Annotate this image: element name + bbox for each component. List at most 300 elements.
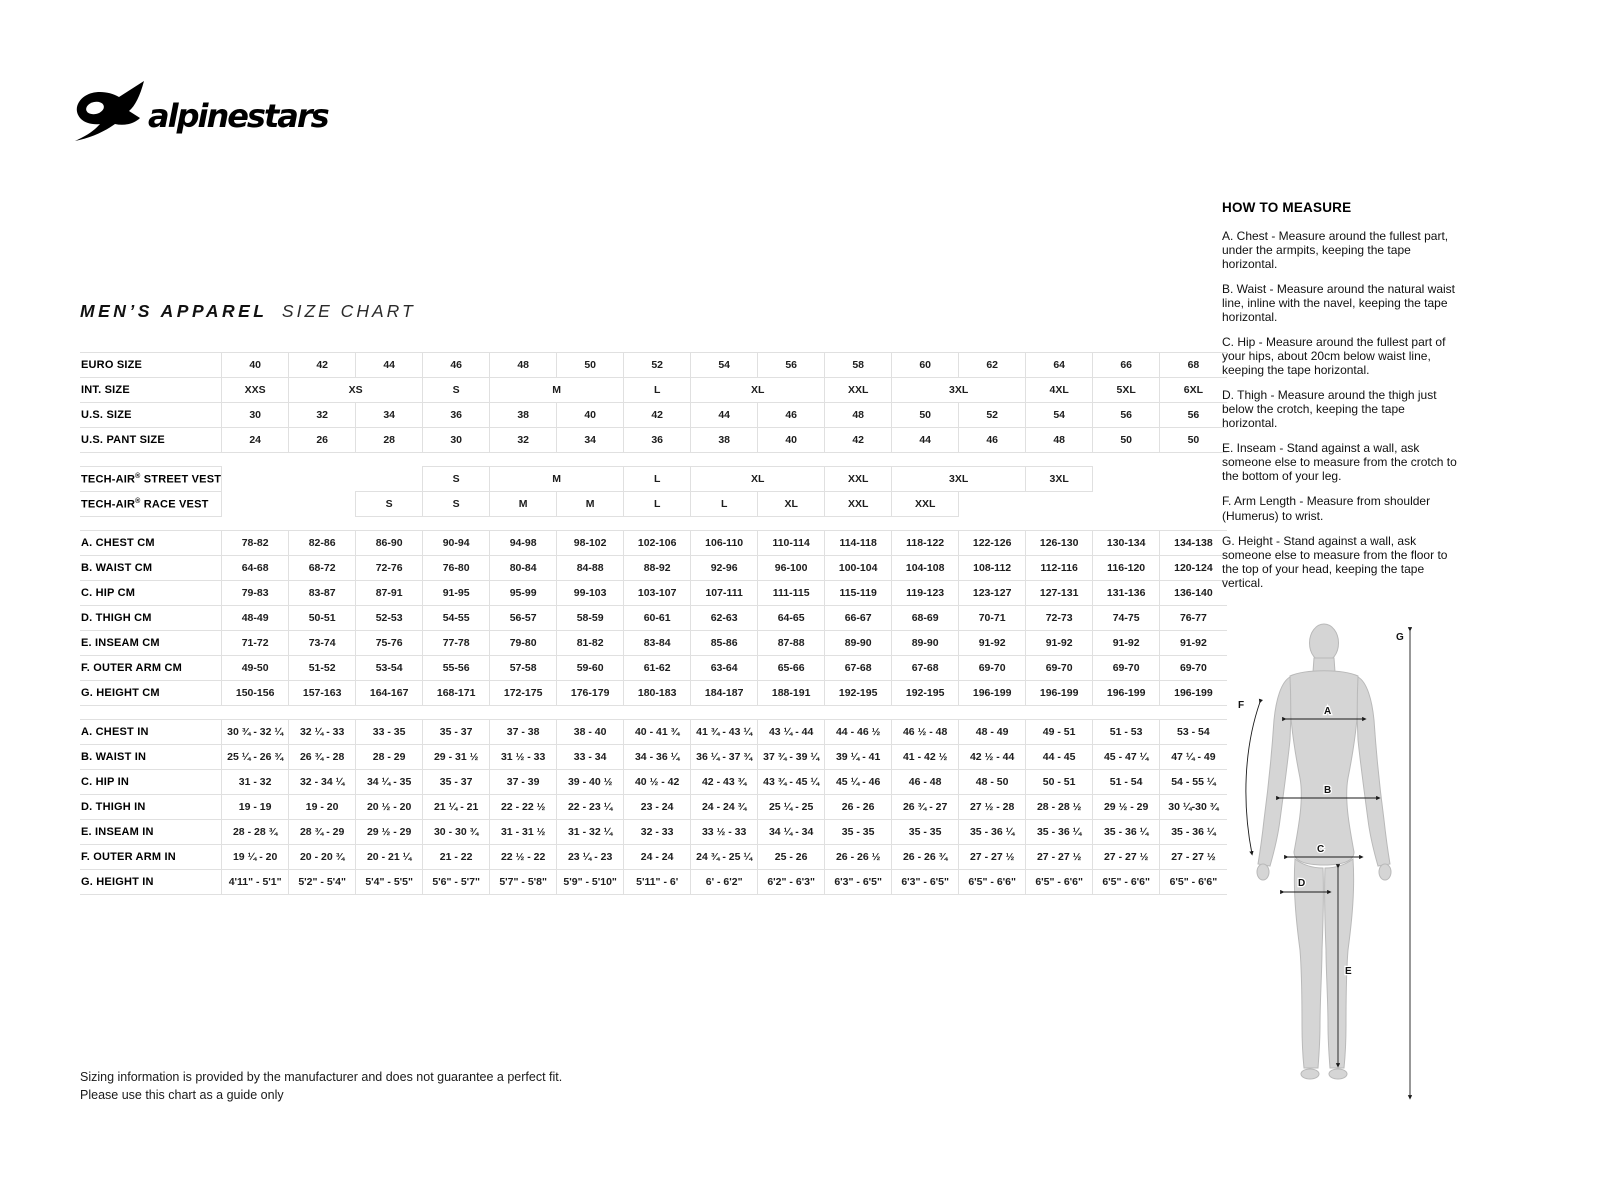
label-thigh: D <box>1298 878 1306 889</box>
table-cell: 77-78 <box>423 631 490 656</box>
row-label: B. WAIST IN <box>80 745 222 770</box>
table-cell: 24 ¾ - 25 ¼ <box>691 845 758 870</box>
table-row <box>80 353 1227 378</box>
table-cell: 34 - 36 ¼ <box>624 745 691 770</box>
table-cell: 32 <box>490 428 557 453</box>
table-cell: 50 - 51 <box>1026 770 1093 795</box>
table-cell: 66 <box>1093 353 1160 378</box>
title-primary: MEN’S APPAREL <box>80 301 268 321</box>
table-cell: 25 ¼ - 25 <box>758 795 825 820</box>
table-cell: 6'5" - 6'6" <box>1160 870 1227 895</box>
table-cell: M <box>490 378 624 403</box>
table-cell: 56-57 <box>490 606 557 631</box>
table-cell: 196-199 <box>1093 681 1160 706</box>
table-cell: 46 <box>758 403 825 428</box>
table-cell: 130-134 <box>1093 531 1160 556</box>
table-cell: 196-199 <box>1026 681 1093 706</box>
table-cell: 45 ¼ - 46 <box>825 770 892 795</box>
table-cell: 58-59 <box>557 606 624 631</box>
table-cell: 6'2" - 6'3" <box>758 870 825 895</box>
title-secondary: SIZE CHART <box>281 301 416 321</box>
table-cell: 47 ¼ - 49 <box>1160 745 1227 770</box>
table-cell: 54 <box>691 353 758 378</box>
table-cell: 35 - 35 <box>892 820 959 845</box>
row-label: INT. SIZE <box>80 378 222 403</box>
table-cell: 49 - 51 <box>1026 720 1093 745</box>
table-cell: 106-110 <box>691 531 758 556</box>
table-cell <box>1026 492 1093 517</box>
table-cell: 45 - 47 ¼ <box>1093 745 1160 770</box>
measure-instruction: B. Waist - Measure around the natural waist line, inline with the navel, keeping the tape horizontal. <box>1222 282 1455 325</box>
table-row <box>80 556 1227 581</box>
table-cell: XL <box>691 378 825 403</box>
table-cell: 43 ¾ - 45 ¼ <box>758 770 825 795</box>
table-cell: 5'2" - 5'4" <box>289 870 356 895</box>
table-cell: 28 ¾ - 29 <box>289 820 356 845</box>
table-cell: 59-60 <box>557 656 624 681</box>
table-cell: 6'3" - 6'5" <box>892 870 959 895</box>
table-cell: 28 <box>356 428 423 453</box>
table-cell: 53-54 <box>356 656 423 681</box>
table-row <box>80 606 1227 631</box>
table-cell: 111-115 <box>758 581 825 606</box>
table-cell: 34 ¼ - 35 <box>356 770 423 795</box>
table-cell: 89-90 <box>892 631 959 656</box>
table-cell: 42 ½ - 44 <box>959 745 1026 770</box>
table-cell: 188-191 <box>758 681 825 706</box>
table-row <box>80 531 1227 556</box>
arm-length-measure-curve <box>1246 702 1260 854</box>
table-cell: 24 - 24 <box>624 845 691 870</box>
row-label: TECH-AIR® STREET VEST <box>80 467 222 492</box>
table-row <box>80 745 1227 770</box>
table-cell: 123-127 <box>959 581 1026 606</box>
table-cell: 23 - 24 <box>624 795 691 820</box>
table-cell: 50-51 <box>289 606 356 631</box>
table-cell <box>222 467 289 492</box>
table-cell: 28 - 28 ¾ <box>222 820 289 845</box>
table-cell: 56 <box>758 353 825 378</box>
table-cell: 43 ¼ - 44 <box>758 720 825 745</box>
measure-instruction: D. Thigh - Measure around the thigh just below the crotch, keeping the tape horizontal. <box>1222 388 1437 431</box>
table-cell: 83-84 <box>624 631 691 656</box>
table-cell: 120-124 <box>1160 556 1227 581</box>
table-cell: 55-56 <box>423 656 490 681</box>
table-cell: 50 <box>1093 428 1160 453</box>
table-cell: 35 - 36 ¼ <box>959 820 1026 845</box>
table-cell: 46 - 48 <box>892 770 959 795</box>
table-cell: 42 <box>624 403 691 428</box>
table-cell: 69-70 <box>1026 656 1093 681</box>
table-cell <box>1093 467 1160 492</box>
table-cell: M <box>490 467 624 492</box>
table-cell: 35 - 36 ¼ <box>1026 820 1093 845</box>
table-cell: 33 ½ - 33 <box>691 820 758 845</box>
table-cell: 54 <box>1026 403 1093 428</box>
table-cell: 3XL <box>892 467 1026 492</box>
table-cell <box>1160 467 1227 492</box>
table-cell: 87-88 <box>758 631 825 656</box>
table-cell: 6'5" - 6'6" <box>1026 870 1093 895</box>
table-cell: 33 - 34 <box>557 745 624 770</box>
disclaimer <box>80 1068 562 1104</box>
table-cell: 73-74 <box>289 631 356 656</box>
section-gap <box>80 706 1227 720</box>
table-cell: 164-167 <box>356 681 423 706</box>
table-row <box>80 845 1227 870</box>
table-cell: 75-76 <box>356 631 423 656</box>
table-cell: 5'9" - 5'10" <box>557 870 624 895</box>
table-cell: 6'5" - 6'6" <box>1093 870 1160 895</box>
table-cell: 69-70 <box>1093 656 1160 681</box>
table-cell: 40 <box>222 353 289 378</box>
table-cell: 5'11" - 6' <box>624 870 691 895</box>
table-cell: 64 <box>1026 353 1093 378</box>
table-cell: 86-90 <box>356 531 423 556</box>
table-cell: 54-55 <box>423 606 490 631</box>
table-cell: 51 - 54 <box>1093 770 1160 795</box>
table-cell: 35 - 36 ¼ <box>1093 820 1160 845</box>
table-cell: 103-107 <box>624 581 691 606</box>
table-cell: 52 <box>624 353 691 378</box>
table-cell: 96-100 <box>758 556 825 581</box>
row-label: D. THIGH CM <box>80 606 222 631</box>
table-cell <box>289 467 423 492</box>
table-cell: 26 ¾ - 27 <box>892 795 959 820</box>
table-cell: 28 - 28 ½ <box>1026 795 1093 820</box>
table-cell: 30 <box>222 403 289 428</box>
alpinestars-logo <box>74 80 374 144</box>
table-cell: 42 - 43 ¾ <box>691 770 758 795</box>
table-cell: 37 ¾ - 39 ¼ <box>758 745 825 770</box>
table-cell: 76-80 <box>423 556 490 581</box>
table-cell: 23 ¼ - 23 <box>557 845 624 870</box>
table-cell: 6'3" - 6'5" <box>825 870 892 895</box>
table-cell: 79-80 <box>490 631 557 656</box>
table-cell: 48 - 49 <box>959 720 1026 745</box>
table-cell: 42 <box>825 428 892 453</box>
row-label: U.S. SIZE <box>80 403 222 428</box>
table-cell: 39 ¼ - 41 <box>825 745 892 770</box>
table-cell: 21 ¼ - 21 <box>423 795 490 820</box>
table-cell: 4'11" - 5'1" <box>222 870 289 895</box>
row-label: C. HIP CM <box>80 581 222 606</box>
table-cell: 27 ½ - 28 <box>959 795 1026 820</box>
table-cell: 46 ½ - 48 <box>892 720 959 745</box>
table-cell: 192-195 <box>825 681 892 706</box>
row-label: E. INSEAM IN <box>80 820 222 845</box>
measure-instruction: F. Arm Length - Measure from shoulder (Humerus) to wrist. <box>1222 494 1431 523</box>
table-cell: 48 <box>1026 428 1093 453</box>
table-cell: 50 <box>892 403 959 428</box>
table-cell: 56 <box>1093 403 1160 428</box>
table-cell: 27 - 27 ½ <box>1026 845 1093 870</box>
table-cell: 64-65 <box>758 606 825 631</box>
table-cell: M <box>490 492 557 517</box>
table-cell: 41 ¾ - 43 ¼ <box>691 720 758 745</box>
table-cell: 84-88 <box>557 556 624 581</box>
table-cell: M <box>557 492 624 517</box>
table-cell <box>1160 492 1227 517</box>
table-cell: S <box>356 492 423 517</box>
row-label: D. THIGH IN <box>80 795 222 820</box>
table-cell: 32 <box>289 403 356 428</box>
table-cell: 48 <box>825 403 892 428</box>
table-cell: 29 - 31 ½ <box>423 745 490 770</box>
table-cell: 44 <box>892 428 959 453</box>
alpinestars-star-icon <box>75 81 144 141</box>
table-cell: 115-119 <box>825 581 892 606</box>
table-cell: 46 <box>423 353 490 378</box>
table-cell: 26 <box>289 428 356 453</box>
disclaimer-line-1: Sizing information is provided by the manufacturer and does not guarantee a perfect fit. <box>80 1070 563 1084</box>
table-row <box>80 656 1227 681</box>
table-cell: L <box>624 492 691 517</box>
table-cell: 60-61 <box>624 606 691 631</box>
disclaimer-line-2: Please use this chart as a guide only <box>80 1088 284 1103</box>
table-cell: L <box>691 492 758 517</box>
section-gap <box>80 517 1227 531</box>
table-cell: 90-94 <box>423 531 490 556</box>
table-row <box>80 492 1227 517</box>
size-table <box>80 352 1227 895</box>
table-cell: 38 <box>691 428 758 453</box>
table-cell: 122-126 <box>959 531 1026 556</box>
table-cell: 70-71 <box>959 606 1026 631</box>
table-cell: 34 <box>557 428 624 453</box>
table-cell: 89-90 <box>825 631 892 656</box>
table-cell: 80-84 <box>490 556 557 581</box>
page-title <box>80 301 416 322</box>
table-cell: 26 - 26 <box>825 795 892 820</box>
table-cell: 30 ¾ - 32 ¼ <box>222 720 289 745</box>
table-cell: 54 - 55 ¼ <box>1160 770 1227 795</box>
table-row <box>80 403 1227 428</box>
table-cell: 118-122 <box>892 531 959 556</box>
table-cell: 29 ½ - 29 <box>356 820 423 845</box>
table-cell: 40 <box>557 403 624 428</box>
table-cell: 107-111 <box>691 581 758 606</box>
table-cell: 5XL <box>1093 378 1160 403</box>
table-cell: S <box>423 378 490 403</box>
table-cell: 74-75 <box>1093 606 1160 631</box>
table-cell: 83-87 <box>289 581 356 606</box>
table-row <box>80 870 1227 895</box>
table-cell: 36 <box>423 403 490 428</box>
table-cell: 64-68 <box>222 556 289 581</box>
table-row <box>80 581 1227 606</box>
row-label: G. HEIGHT IN <box>80 870 222 895</box>
table-cell: 69-70 <box>1160 656 1227 681</box>
table-cell: 110-114 <box>758 531 825 556</box>
table-cell: 69-70 <box>959 656 1026 681</box>
table-cell: 33 - 35 <box>356 720 423 745</box>
table-cell: 3XL <box>892 378 1026 403</box>
table-cell: 24 <box>222 428 289 453</box>
table-cell: 22 ½ - 22 <box>490 845 557 870</box>
table-cell: 44 - 46 ½ <box>825 720 892 745</box>
table-cell: 150-156 <box>222 681 289 706</box>
table-cell: 82-86 <box>289 531 356 556</box>
table-cell: 76-77 <box>1160 606 1227 631</box>
table-cell: 20 - 21 ¼ <box>356 845 423 870</box>
table-cell: 168-171 <box>423 681 490 706</box>
table-cell: 44 - 45 <box>1026 745 1093 770</box>
table-cell: 32 ¼ - 33 <box>289 720 356 745</box>
row-label: F. OUTER ARM CM <box>80 656 222 681</box>
table-cell: 52 <box>959 403 1026 428</box>
table-cell: 48 <box>490 353 557 378</box>
table-cell: XXL <box>892 492 959 517</box>
row-label: G. HEIGHT CM <box>80 681 222 706</box>
table-row <box>80 820 1227 845</box>
table-cell: 6XL <box>1160 378 1227 403</box>
table-row <box>80 428 1227 453</box>
table-cell: 20 ½ - 20 <box>356 795 423 820</box>
table-cell: 60 <box>892 353 959 378</box>
table-cell: 63-64 <box>691 656 758 681</box>
row-label: EURO SIZE <box>80 353 222 378</box>
label-waist: B <box>1324 785 1332 796</box>
table-cell: 50 <box>557 353 624 378</box>
table-cell: 180-183 <box>624 681 691 706</box>
table-cell: 21 - 22 <box>423 845 490 870</box>
table-cell: 157-163 <box>289 681 356 706</box>
table-cell: 50 <box>1160 428 1227 453</box>
table-cell: 62 <box>959 353 1026 378</box>
table-cell: 91-95 <box>423 581 490 606</box>
table-cell: 126-130 <box>1026 531 1093 556</box>
size-table-container <box>80 352 1227 895</box>
table-cell: 91-92 <box>1093 631 1160 656</box>
table-cell: 27 - 27 ½ <box>959 845 1026 870</box>
table-cell: 39 - 40 ½ <box>557 770 624 795</box>
table-cell: 95-99 <box>490 581 557 606</box>
table-cell: 68 <box>1160 353 1227 378</box>
how-to-measure-panel <box>1222 200 1462 601</box>
table-cell: 67-68 <box>825 656 892 681</box>
table-cell: 127-131 <box>1026 581 1093 606</box>
table-cell: 67-68 <box>892 656 959 681</box>
how-to-measure-list <box>1222 229 1462 590</box>
row-label: B. WAIST CM <box>80 556 222 581</box>
row-label: U.S. PANT SIZE <box>80 428 222 453</box>
table-cell: 19 - 19 <box>222 795 289 820</box>
table-cell: 114-118 <box>825 531 892 556</box>
table-cell: 66-67 <box>825 606 892 631</box>
table-row <box>80 631 1227 656</box>
table-cell: 5'6" - 5'7" <box>423 870 490 895</box>
table-cell: 131-136 <box>1093 581 1160 606</box>
table-cell: 27 - 27 ½ <box>1160 845 1227 870</box>
table-cell: 26 ¾ - 28 <box>289 745 356 770</box>
table-row <box>80 467 1227 492</box>
table-cell: XL <box>691 467 825 492</box>
table-cell: 31 - 31 ½ <box>490 820 557 845</box>
table-cell: 172-175 <box>490 681 557 706</box>
table-cell: 19 ¼ - 20 <box>222 845 289 870</box>
row-label: F. OUTER ARM IN <box>80 845 222 870</box>
row-label: E. INSEAM CM <box>80 631 222 656</box>
table-cell: 48-49 <box>222 606 289 631</box>
table-cell: 196-199 <box>1160 681 1227 706</box>
table-cell: 22 - 23 ¼ <box>557 795 624 820</box>
label-chest: A <box>1324 706 1332 717</box>
table-cell: 24 - 24 ¾ <box>691 795 758 820</box>
table-cell: 40 ½ - 42 <box>624 770 691 795</box>
table-cell <box>222 492 289 517</box>
table-cell: 40 - 41 ¾ <box>624 720 691 745</box>
table-cell: 27 - 27 ½ <box>1093 845 1160 870</box>
table-cell: 91-92 <box>1026 631 1093 656</box>
table-cell: 37 - 39 <box>490 770 557 795</box>
table-cell: 31 - 32 <box>222 770 289 795</box>
label-inseam: E <box>1345 966 1352 977</box>
table-cell: 52-53 <box>356 606 423 631</box>
table-cell: 46 <box>959 428 1026 453</box>
table-cell: XXL <box>825 492 892 517</box>
table-cell: XL <box>758 492 825 517</box>
table-cell: 136-140 <box>1160 581 1227 606</box>
table-cell: 102-106 <box>624 531 691 556</box>
table-cell: 108-112 <box>959 556 1026 581</box>
table-cell: 40 <box>758 428 825 453</box>
table-cell: 30 <box>423 428 490 453</box>
table-cell: 100-104 <box>825 556 892 581</box>
table-cell: 36 ¼ - 37 ¾ <box>691 745 758 770</box>
table-cell <box>959 492 1026 517</box>
table-cell: 35 - 35 <box>825 820 892 845</box>
table-cell: 26 - 26 ½ <box>825 845 892 870</box>
table-cell: 79-83 <box>222 581 289 606</box>
table-cell: 92-96 <box>691 556 758 581</box>
row-label: A. CHEST CM <box>80 531 222 556</box>
table-cell: 22 - 22 ½ <box>490 795 557 820</box>
row-label: TECH-AIR® RACE VEST <box>80 492 222 517</box>
measure-instruction: A. Chest - Measure around the fullest part, under the armpits, keeping the tape horizontal. <box>1222 229 1449 272</box>
table-cell: 56 <box>1160 403 1227 428</box>
table-cell: 134-138 <box>1160 531 1227 556</box>
measure-instruction: C. Hip - Measure around the fullest part of your hips, about 20cm below waist line, keeping the tape horizontal. <box>1222 335 1446 378</box>
table-cell: 51 - 53 <box>1093 720 1160 745</box>
table-cell: 31 - 32 ¼ <box>557 820 624 845</box>
measurement-figure <box>1234 618 1424 1108</box>
table-cell: 184-187 <box>691 681 758 706</box>
table-cell: 30 ¼-30 ¾ <box>1160 795 1227 820</box>
table-cell: 119-123 <box>892 581 959 606</box>
table-cell: 112-116 <box>1026 556 1093 581</box>
table-cell: 192-195 <box>892 681 959 706</box>
table-cell: 53 - 54 <box>1160 720 1227 745</box>
table-cell: 44 <box>691 403 758 428</box>
table-cell: 48 - 50 <box>959 770 1026 795</box>
table-cell: 51-52 <box>289 656 356 681</box>
measure-instruction: G. Height - Stand against a wall, ask someone else to measure from the floor to the top of your head, keeping the tape vertical. <box>1222 533 1448 590</box>
table-cell: L <box>624 378 691 403</box>
table-cell: 68-69 <box>892 606 959 631</box>
table-cell: 176-179 <box>557 681 624 706</box>
table-cell: XXL <box>825 378 892 403</box>
table-cell: 32 - 33 <box>624 820 691 845</box>
table-cell: 91-92 <box>1160 631 1227 656</box>
table-cell: 72-76 <box>356 556 423 581</box>
table-row <box>80 681 1227 706</box>
row-label: C. HIP IN <box>80 770 222 795</box>
table-cell: 37 - 38 <box>490 720 557 745</box>
table-cell: 20 - 20 ¾ <box>289 845 356 870</box>
table-cell: 99-103 <box>557 581 624 606</box>
table-cell: 65-66 <box>758 656 825 681</box>
